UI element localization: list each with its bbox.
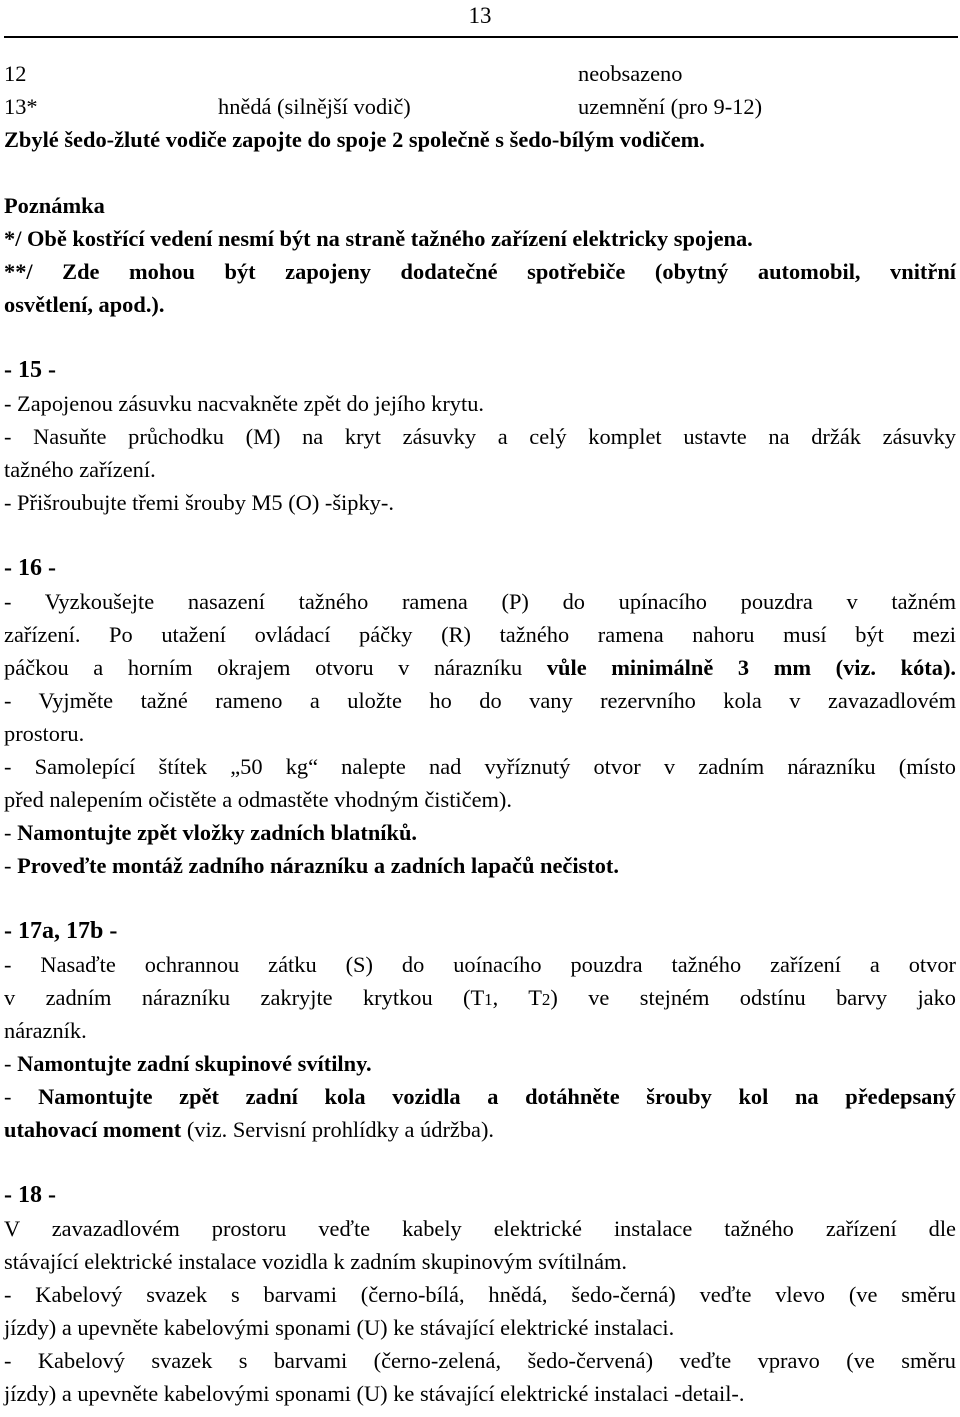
step-15-heading: - 15 -	[4, 357, 56, 383]
step-17-line	[4, 1113, 956, 1146]
spacer	[4, 519, 956, 552]
spacer	[4, 321, 956, 354]
step-17-line	[4, 981, 956, 1014]
step-17-dash: -	[4, 1084, 39, 1109]
step-18-line: V zavazadlovém prostoru veďte kabely elektrické instalace tažného zařízení dle	[4, 1216, 956, 1241]
step-16-line	[4, 651, 956, 684]
spacer	[4, 1146, 956, 1179]
step-15-line: tažného zařízení.	[4, 457, 156, 482]
step-17-heading: - 17a, 17b -	[4, 918, 118, 944]
step-16-line: - Samolepící štítek „50 kg“ nalepte nad vyříznutý otvor v zadním nárazníku (místo	[4, 754, 956, 779]
step-17-emphasis: utahovací moment	[4, 1117, 182, 1142]
wire-function: neobsazeno	[578, 61, 683, 86]
wiring-row-13	[4, 90, 956, 123]
wire-number: 12	[4, 61, 27, 86]
step-15-line: - Nasuňte průchodku (M) na kryt zásuvky a celý komplet ustavte na držák zásuvky	[4, 424, 956, 449]
step-16-line: prostoru.	[4, 721, 85, 746]
step-17-text: , T	[492, 985, 542, 1010]
step-16-emphasis: vůle minimálně 3 mm (viz. kóta).	[546, 655, 956, 680]
note-line: */ Obě kostřící vedení nesmí být na straně tažného zařízení elektricky spojena.	[4, 226, 753, 251]
note-heading: Poznámka	[4, 193, 105, 218]
step-17-emphasis: Namontujte zpět zadní kola vozidla a dotáhněte šrouby kol na předepsaný	[38, 1084, 956, 1109]
step-17-text: v zadním nárazníku zakryjte krytkou (T	[4, 985, 485, 1010]
step-18-line: stávající elektrické instalace vozidla k zadním skupinovým svítilnám.	[4, 1249, 628, 1274]
step-16-text: páčkou a horním okrajem otvoru v nárazníku	[4, 655, 547, 680]
step-17-line: - Nasaďte ochrannou zátku (S) do uoínacího pouzdra tažného zařízení a otvor	[4, 952, 956, 977]
step-16-dash: -	[4, 820, 18, 845]
step-17-text: ) ve stejném odstínu barvy jako	[550, 985, 956, 1010]
step-17-text: (viz. Servisní prohlídky a údržba).	[181, 1117, 495, 1142]
step-16-line: - Vyjměte tažné rameno a uložte ho do vany rezervního kola v zavazadlovém	[4, 688, 956, 713]
note-line: **/ Zde mohou být zapojeny dodatečné spotřebiče (obytný automobil, vnitřní	[4, 259, 956, 284]
page-number: 13	[468, 3, 492, 28]
step-18-line: - Kabelový svazek s barvami (černo-zelená, šedo-červená) veďte vpravo (ve směru	[4, 1348, 956, 1373]
step-16-line: zařízení. Po utažení ovládací páčky (R) tažného ramena nahoru musí být mezi	[4, 622, 956, 647]
spacer	[4, 156, 956, 189]
wiring-remaining-note: Zbylé šedo-žluté vodiče zapojte do spoje 2 společně s šedo-bílým vodičem.	[4, 127, 705, 152]
step-17-dash: -	[4, 1051, 18, 1076]
step-16-emphasis: Namontujte zpět vložky zadních blatníků.	[17, 820, 418, 845]
step-18-heading: - 18 -	[4, 1182, 56, 1208]
step-17-line	[4, 1080, 956, 1113]
document-body	[4, 57, 956, 1410]
step-17-subscript: 2	[541, 990, 551, 1009]
header-rule	[4, 36, 958, 38]
step-15-line: - Přišroubujte třemi šrouby M5 (O) -šipky-.	[4, 490, 394, 515]
wire-number: 13*	[4, 94, 38, 119]
spacer	[4, 882, 956, 915]
step-18-line: jízdy) a upevněte kabelovými sponami (U) ke stávající elektrické instalaci -detail-.	[4, 1381, 745, 1406]
step-16-line	[4, 849, 956, 882]
step-15-line: - Zapojenou zásuvku nacvakněte zpět do jejího krytu.	[4, 391, 484, 416]
step-16-line: před nalepením očistěte a odmastěte vhodným čističem).	[4, 787, 512, 812]
note-line: osvětlení, apod.).	[4, 292, 165, 317]
step-16-heading: - 16 -	[4, 555, 56, 581]
wire-color: hnědá (silnější vodič)	[218, 94, 411, 119]
step-16-emphasis: Proveďte montáž zadního nárazníku a zadních lapačů nečistot.	[17, 853, 619, 878]
step-16-dash: -	[4, 853, 18, 878]
step-17-subscript: 1	[484, 990, 493, 1009]
step-18-line: jízdy) a upevněte kabelovými sponami (U) ke stávající elektrické instalaci.	[4, 1315, 675, 1340]
step-17-emphasis: Namontujte zadní skupinové svítilny.	[17, 1051, 372, 1076]
step-16-line	[4, 816, 956, 849]
step-16-line: - Vyzkoušejte nasazení tažného ramena (P) do upínacího pouzdra v tažném	[4, 589, 956, 614]
step-17-line	[4, 1047, 956, 1080]
step-17-line: nárazník.	[4, 1018, 87, 1043]
step-18-line: - Kabelový svazek s barvami (černo-bílá, hnědá, šedo-černá) veďte vlevo (ve směru	[4, 1282, 956, 1307]
wiring-row-12	[4, 57, 956, 90]
wire-function: uzemnění (pro 9-12)	[578, 94, 763, 119]
